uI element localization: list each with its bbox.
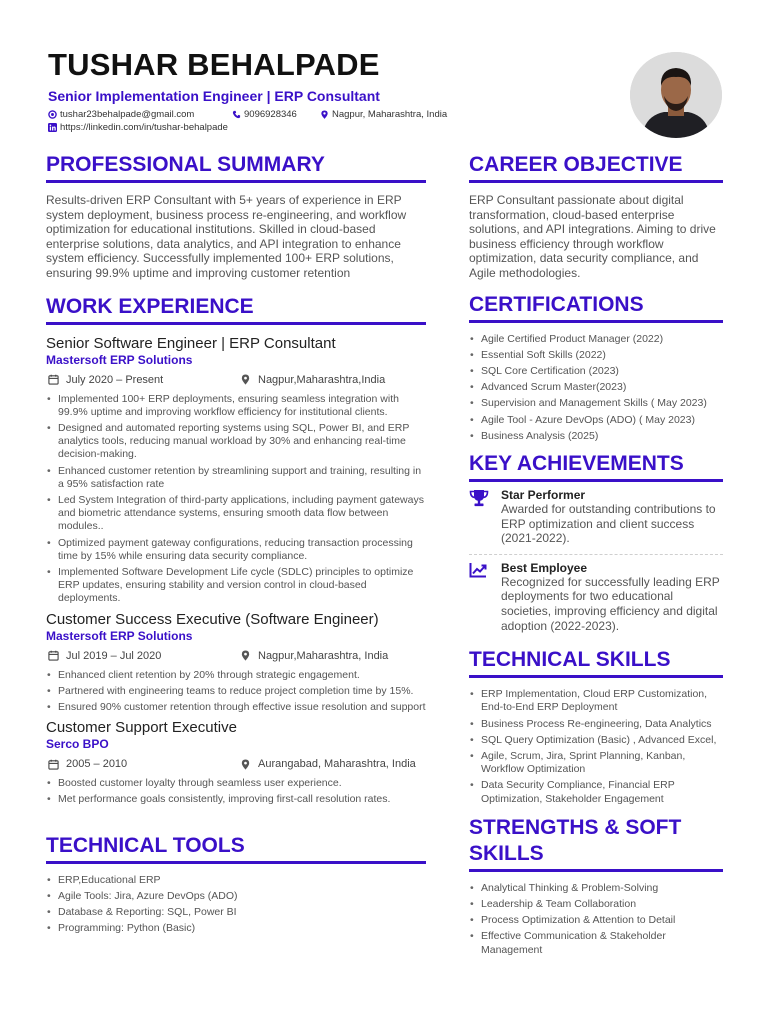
list-item: • Business Analysis (2025) [469, 430, 723, 443]
strengths-list [469, 882, 723, 957]
company-name: Mastersoft ERP Solutions [46, 628, 193, 643]
list-item: • Enhanced client retention by 20% through strategic engagement. [46, 669, 426, 682]
section-heading: TECHNICAL TOOLS [46, 833, 426, 864]
list-item: • Agile Certified Product Manager (2022) [469, 333, 723, 346]
achievement-body [501, 488, 723, 546]
job-bullets [46, 669, 426, 715]
date-text: Jul 2019 – Jul 2020 [66, 649, 162, 662]
list-item: • Database & Reporting: SQL, Power BI [46, 906, 426, 919]
location-text: Nagpur,Maharashtra,India [258, 373, 386, 386]
at-icon [48, 110, 57, 119]
job-location [240, 758, 416, 770]
list-item: • Business Process Re-engineering, Data Analytics [469, 718, 723, 731]
list-item: • Agile, Scrum, Jira, Sprint Planning, Kanban, Workflow Optimization [469, 750, 723, 776]
location-text: Aurangabad, Maharashtra, India [258, 758, 416, 771]
list-item: • Implemented Software Development Life cycle (SDLC) principles to optimize ERP updates, ensuring stability and version control in cloud-based deployments. [46, 566, 426, 606]
job-bullets [46, 777, 426, 806]
list-item: • Analytical Thinking & Problem-Solving [469, 882, 723, 895]
location-text: Nagpur,Maharashtra, India [258, 649, 389, 662]
contact-email[interactable] [48, 109, 232, 120]
tools-list [46, 874, 426, 936]
list-item: • Led System Integration of third-party applications, including payment gateways and biometric attendance systems, ensuring smooth data flow between modules.. [46, 494, 426, 534]
contact-row [48, 108, 608, 120]
chart-icon [469, 562, 487, 578]
trophy-icon [469, 489, 489, 507]
resume-header [48, 46, 608, 133]
list-item: • ERP,Educational ERP [46, 874, 426, 887]
left-column [46, 152, 426, 938]
strengths-section [469, 815, 723, 957]
company-name: Mastersoft ERP Solutions [46, 352, 193, 367]
calendar-icon [48, 759, 59, 770]
section-heading: STRENGTHS & SOFT SKILLS [469, 815, 723, 872]
section-heading: KEY ACHIEVEMENTS [469, 451, 723, 482]
career-objective-section [469, 152, 723, 281]
key-achievements-section [469, 451, 723, 633]
achievement-desc: Recognized for successfully leading ERP deployments for two educational societies, improving efficiency and digital adoption (2022-2023). [501, 574, 720, 633]
job-title: Customer Success Executive (Software Engineer) [46, 610, 379, 628]
section-heading: TECHNICAL SKILLS [469, 647, 723, 678]
list-item: • Partnered with engineering teams to reduce project completion time by 15%. [46, 685, 426, 698]
map-pin-icon [240, 374, 251, 385]
profile-photo [630, 52, 722, 138]
list-item: • Enhanced customer retention by streamlining support and training, resulting in a 95% satisfaction rate [46, 465, 426, 491]
list-item: • Programming: Python (Basic) [46, 922, 426, 935]
list-item: • Boosted customer loyalty through seamless user experience. [46, 777, 426, 790]
achievement-item [469, 488, 723, 546]
skills-list [469, 688, 723, 806]
location-text: Nagpur, Maharashtra, India [332, 108, 448, 120]
section-heading: PROFESSIONAL SUMMARY [46, 152, 426, 183]
list-item: • Designed and automated reporting systems using SQL, Power BI, and ERP analytics tools, reducing manual workload by 30% and enhancing real-time decision-making. [46, 422, 426, 462]
map-pin-icon [320, 110, 329, 119]
list-item: • Met performance goals consistently, improving first-call resolution rates. [46, 793, 426, 806]
list-item: • Data Security Compliance, Financial ERP Optimization, Stakeholder Engagement [469, 779, 723, 805]
job-meta [48, 649, 426, 663]
list-item: • Effective Communication & Stakeholder Management [469, 930, 723, 956]
linkedin-icon [48, 123, 57, 132]
contact-linkedin[interactable] [48, 122, 228, 133]
job-date [48, 374, 240, 386]
job-entry [46, 718, 426, 806]
job-meta [48, 757, 426, 771]
calendar-icon [48, 374, 59, 385]
section-heading: CAREER OBJECTIVE [469, 152, 723, 183]
phone-icon [232, 110, 241, 119]
technical-tools-section [46, 833, 426, 936]
list-item: • Optimized payment gateway configurations, reducing transaction processing time by 15% while ensuring data security compliance. [46, 537, 426, 563]
email-text: tushar23behalpade@gmail.com [60, 108, 195, 120]
job-date [48, 758, 240, 770]
linkedin-text: https://linkedin.com/in/tushar-behalpade [60, 121, 228, 133]
list-item: • Leadership & Team Collaboration [469, 898, 723, 911]
contact-phone[interactable] [232, 109, 320, 120]
date-text: July 2020 – Present [66, 373, 164, 386]
achievement-desc: Awarded for outstanding contributions to ERP optimization and client success (2021-2022). [501, 501, 716, 546]
company-name: Serco BPO [46, 737, 109, 752]
contact-row-linkedin [48, 121, 608, 133]
summary-text: Results-driven ERP Consultant with 5+ years of experience in ERP system deployment, business process re-engineering, and workflow optimization for educational institutions. Skilled in cloud-based enterprise solutions, data analytics, and API integration to enhance system efficiency. Successfully implemented 100+ ERP solutions, ensuring 99.9% uptime and improving customer retention [46, 193, 407, 280]
list-item: • ERP Implementation, Cloud ERP Customization, End-to-End ERP Deployment [469, 688, 723, 714]
phone-text: 9096928346 [244, 108, 297, 120]
candidate-title: Senior Implementation Engineer | ERP Consultant [48, 88, 380, 104]
right-column [469, 152, 723, 960]
date-text: 2005 – 2010 [66, 758, 128, 771]
job-bullets [46, 393, 426, 606]
list-item: • SQL Core Certification (2023) [469, 365, 723, 378]
achievement-title: Best Employee [501, 560, 588, 575]
list-item: • Agile Tool - Azure DevOps (ADO) ( May 2023) [469, 414, 723, 427]
job-location [240, 650, 388, 662]
professional-summary-section [46, 152, 426, 281]
technical-skills-section [469, 647, 723, 806]
job-date [48, 650, 240, 662]
achievement-body [501, 561, 723, 633]
job-meta [48, 373, 426, 387]
achievement-item [469, 561, 723, 633]
work-experience-section [46, 294, 426, 807]
achievement-icon-wrap [469, 488, 501, 546]
job-title: Senior Software Engineer | ERP Consultant [46, 334, 336, 352]
list-item: • Process Optimization & Attention to Detail [469, 914, 723, 927]
calendar-icon [48, 650, 59, 661]
certifications-section [469, 292, 723, 443]
job-entry [46, 334, 426, 606]
list-item: • Agile Tools: Jira, Azure DevOps (ADO) [46, 890, 426, 903]
list-item: • Supervision and Management Skills ( May 2023) [469, 397, 723, 410]
list-item: • Essential Soft Skills (2022) [469, 349, 723, 362]
divider [469, 554, 723, 555]
section-heading: WORK EXPERIENCE [46, 294, 426, 325]
certifications-list [469, 333, 723, 443]
candidate-name: TUSHAR BEHALPADE [48, 47, 380, 82]
map-pin-icon [240, 759, 251, 770]
section-heading: CERTIFICATIONS [469, 292, 723, 323]
list-item: • Implemented 100+ ERP deployments, ensuring seamless integration with 99.9% uptime and improving workflow efficiency for institutional clients. [46, 393, 426, 419]
map-pin-icon [240, 650, 251, 661]
avatar [630, 52, 722, 138]
contact-location [320, 109, 447, 120]
list-item: • Ensured 90% customer retention through effective issue resolution and support [46, 701, 426, 714]
achievement-title: Star Performer [501, 487, 586, 502]
job-title: Customer Support Executive [46, 719, 237, 737]
list-item: • Advanced Scrum Master(2023) [469, 381, 723, 394]
job-entry [46, 610, 426, 715]
achievement-icon-wrap [469, 561, 501, 633]
job-location [240, 374, 385, 386]
objective-text: ERP Consultant passionate about digital transformation, cloud-based enterprise solutions, and API integrations. Aiming to drive business efficiency through workflow optimization, data security compliance, and Agile methodologies. [469, 193, 716, 280]
list-item: • SQL Query Optimization (Basic) , Advanced Excel, [469, 734, 723, 747]
